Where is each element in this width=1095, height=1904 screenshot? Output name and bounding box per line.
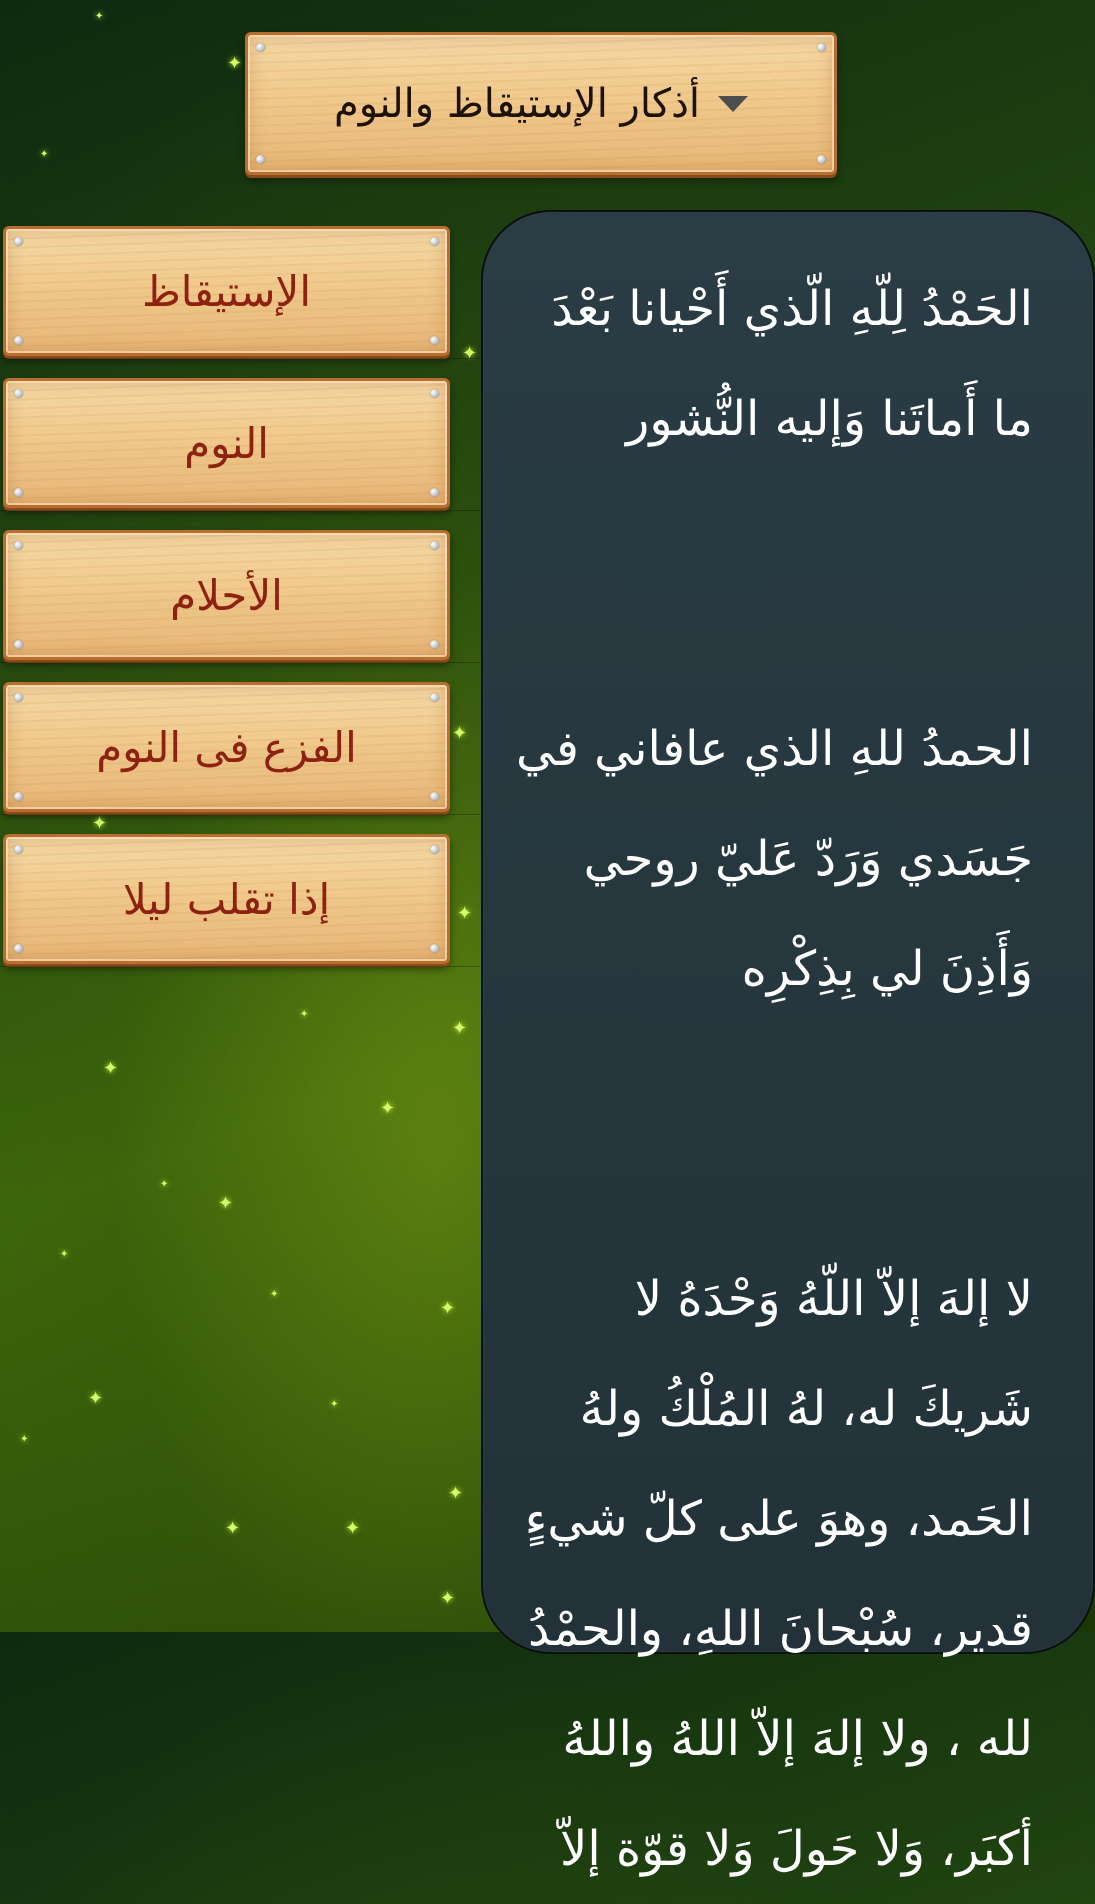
star-decoration: ✦: [227, 53, 243, 74]
dropdown-selected-label: أذكار الإستيقاظ والنوم: [333, 80, 700, 127]
star-decoration: ✦: [300, 1009, 309, 1020]
star-decoration: ✦: [440, 1298, 456, 1319]
nail-icon: [430, 845, 439, 854]
star-decoration: ✦: [345, 1518, 361, 1539]
nail-icon: [430, 944, 439, 953]
star-decoration: ✦: [270, 1289, 279, 1300]
nail-icon: [430, 640, 439, 649]
divider: [0, 510, 480, 511]
caret-down-icon: [718, 96, 748, 112]
star-decoration: ✦: [440, 1588, 456, 1609]
menu-item-turning-at-night[interactable]: [3, 834, 450, 964]
nail-icon: [14, 640, 23, 649]
menu-item-label: الأحلام: [170, 570, 283, 620]
star-decoration: ✦: [218, 1193, 234, 1214]
nail-icon: [430, 541, 439, 550]
nail-icon: [430, 237, 439, 246]
menu-item-label: إذا تقلب ليلا: [122, 874, 331, 924]
nail-icon: [14, 944, 23, 953]
star-decoration: ✦: [95, 11, 104, 22]
nail-icon: [430, 488, 439, 497]
nail-icon: [430, 336, 439, 345]
nail-icon: [14, 237, 23, 246]
star-decoration: ✦: [225, 1518, 241, 1539]
star-decoration: ✦: [60, 1249, 69, 1260]
menu-item-label: الفزع فى النوم: [96, 722, 357, 772]
star-decoration: ✦: [457, 903, 473, 924]
menu-item-waking[interactable]: [3, 226, 450, 356]
divider: [0, 814, 480, 815]
star-decoration: ✦: [20, 1434, 29, 1445]
menu-item-fright-in-sleep[interactable]: [3, 682, 450, 812]
nail-icon: [430, 389, 439, 398]
nail-icon: [14, 845, 23, 854]
star-decoration: ✦: [452, 1018, 468, 1039]
nail-icon: [14, 389, 23, 398]
star-decoration: ✦: [88, 1388, 104, 1409]
nail-icon: [817, 43, 826, 52]
star-decoration: ✦: [462, 343, 478, 364]
nail-icon: [256, 43, 265, 52]
nail-icon: [430, 792, 439, 801]
dhikr-content-panel[interactable]: [481, 210, 1095, 1877]
menu-item-dreams[interactable]: [3, 530, 450, 660]
star-decoration: ✦: [103, 1058, 119, 1079]
category-dropdown[interactable]: [245, 32, 837, 175]
star-decoration: ✦: [448, 1483, 464, 1504]
divider: [0, 662, 480, 663]
dhikr-text: الحَمْدُ لِلّهِ الّذي أَحْيانا بَعْدَ ما أَماتَنا وَإليه النُّشور الحمدُ للهِ الذي عافاني في جَسَدي وَرَدّ عَليّ روحي وَأَذِنَ لي بِذِكْرِه لا إلهَ إلاّ اللّهُ وَحْدَهُ لا شَريكَ له، لهُ المُلْكُ ولهُ الحَمد، وهوَ على كلّ شيءٍ قدير، سُبْحانَ اللهِ، والحمْدُ لله ، ولا إلهَ إلاّ اللهُ واللهُ أكبَر، وَلا حَولَ وَلا قوّة إلاّ: [515, 281, 1033, 1877]
nail-icon: [14, 693, 23, 702]
nail-icon: [14, 792, 23, 801]
star-decoration: ✦: [380, 1098, 396, 1119]
nail-icon: [14, 336, 23, 345]
menu-item-sleep[interactable]: [3, 378, 450, 508]
nail-icon: [430, 693, 439, 702]
nail-icon: [256, 155, 265, 164]
star-decoration: ✦: [452, 723, 468, 744]
divider: [0, 358, 480, 359]
nail-icon: [14, 541, 23, 550]
star-decoration: ✦: [330, 1399, 339, 1410]
divider: [0, 966, 480, 967]
star-decoration: ✦: [40, 149, 49, 160]
menu-item-label: النوم: [184, 418, 269, 468]
star-decoration: ✦: [160, 1179, 169, 1190]
nail-icon: [817, 155, 826, 164]
star-decoration: ✦: [92, 813, 108, 834]
menu-item-label: الإستيقاظ: [141, 266, 312, 316]
nail-icon: [14, 488, 23, 497]
